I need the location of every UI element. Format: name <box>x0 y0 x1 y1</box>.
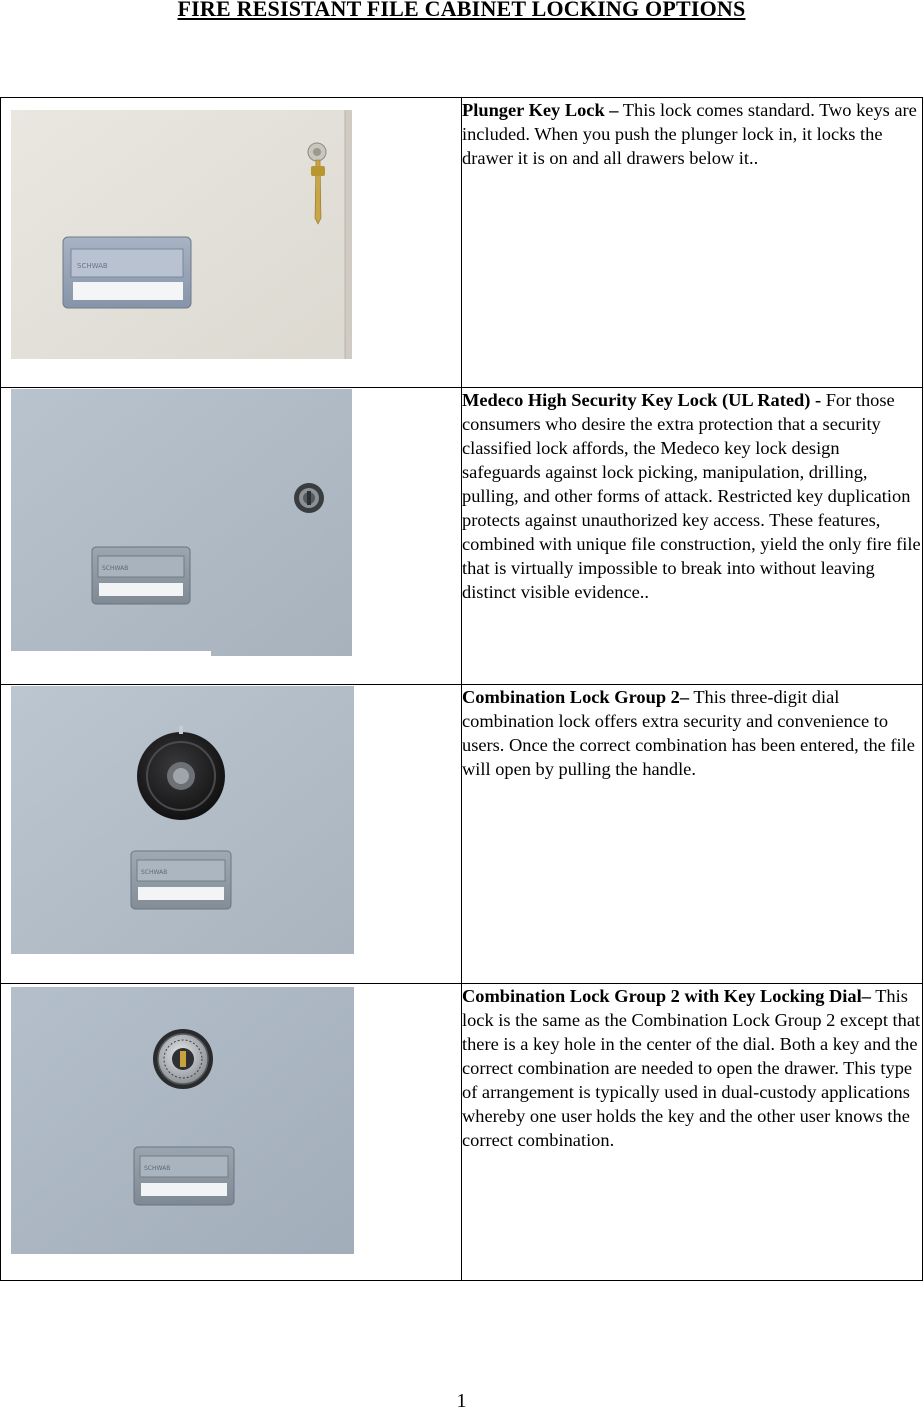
page-number: 1 <box>456 1390 467 1412</box>
page-title: FIRE RESISTANT FILE CABINET LOCKING OPTIONS <box>177 0 746 21</box>
table-row <box>1 388 923 685</box>
lock-description-cell <box>462 388 923 685</box>
image-cell <box>1 984 462 1281</box>
table-row <box>1 984 923 1281</box>
lock-description: This three-digit dial combination lock offers extra security and convenience to users. Once the correct combination has been entered, the file will open by pulling the handle. <box>462 687 915 779</box>
handle-brand-label: SCHWAB <box>141 869 168 876</box>
table-row <box>1 98 923 388</box>
lock-description: This lock is the same as the Combination Lock Group 2 except that there is a key hole in the center of the dial. Both a key and the correct combination are needed to open the drawer. This type of arrangement is typically used in dual-custody applications whereby one user holds the key and the other user knows the correct combination. <box>462 986 921 1150</box>
lock-description: This lock comes standard. Two keys are included. When you push the plunger lock in, it locks the drawer it is on and all drawers below it.. <box>462 100 917 168</box>
lock-name: Combination Lock Group 2 with Key Locking Dial– <box>462 986 871 1006</box>
lock-name: Plunger Key Lock – <box>462 100 619 120</box>
handle-brand-label: SCHWAB <box>102 565 129 572</box>
lock-name: Combination Lock Group 2– <box>462 687 690 707</box>
image-cell <box>1 388 462 685</box>
image-cell <box>1 98 462 388</box>
lock-description-cell <box>462 984 923 1281</box>
plunger-key-lock-photo <box>11 110 352 359</box>
image-cell <box>1 685 462 984</box>
handle-brand-label: SCHWAB <box>77 262 108 270</box>
locking-options-table <box>0 97 923 1281</box>
medeco-key-lock-photo <box>11 389 352 656</box>
lock-description-cell <box>462 685 923 984</box>
combination-dial-lock-photo <box>11 686 354 954</box>
table-row <box>1 685 923 984</box>
handle-brand-label: SCHWAB <box>144 1165 171 1172</box>
lock-description-cell <box>462 98 923 388</box>
lock-name: Medeco High Security Key Lock (UL Rated) - <box>462 390 822 410</box>
key-locking-dial-photo <box>11 987 354 1254</box>
lock-description: For those consumers who desire the extra protection that a security classified lock affords, the Medeco key lock design safeguards against lock picking, manipulation, drilling, pulling, and other forms of attack. Restricted key duplication protects against unauthorized key access. These features, combined with unique file construction, yield the only fire file that is virtually impossible to break into without leaving distinct visible evidence.. <box>462 390 921 602</box>
